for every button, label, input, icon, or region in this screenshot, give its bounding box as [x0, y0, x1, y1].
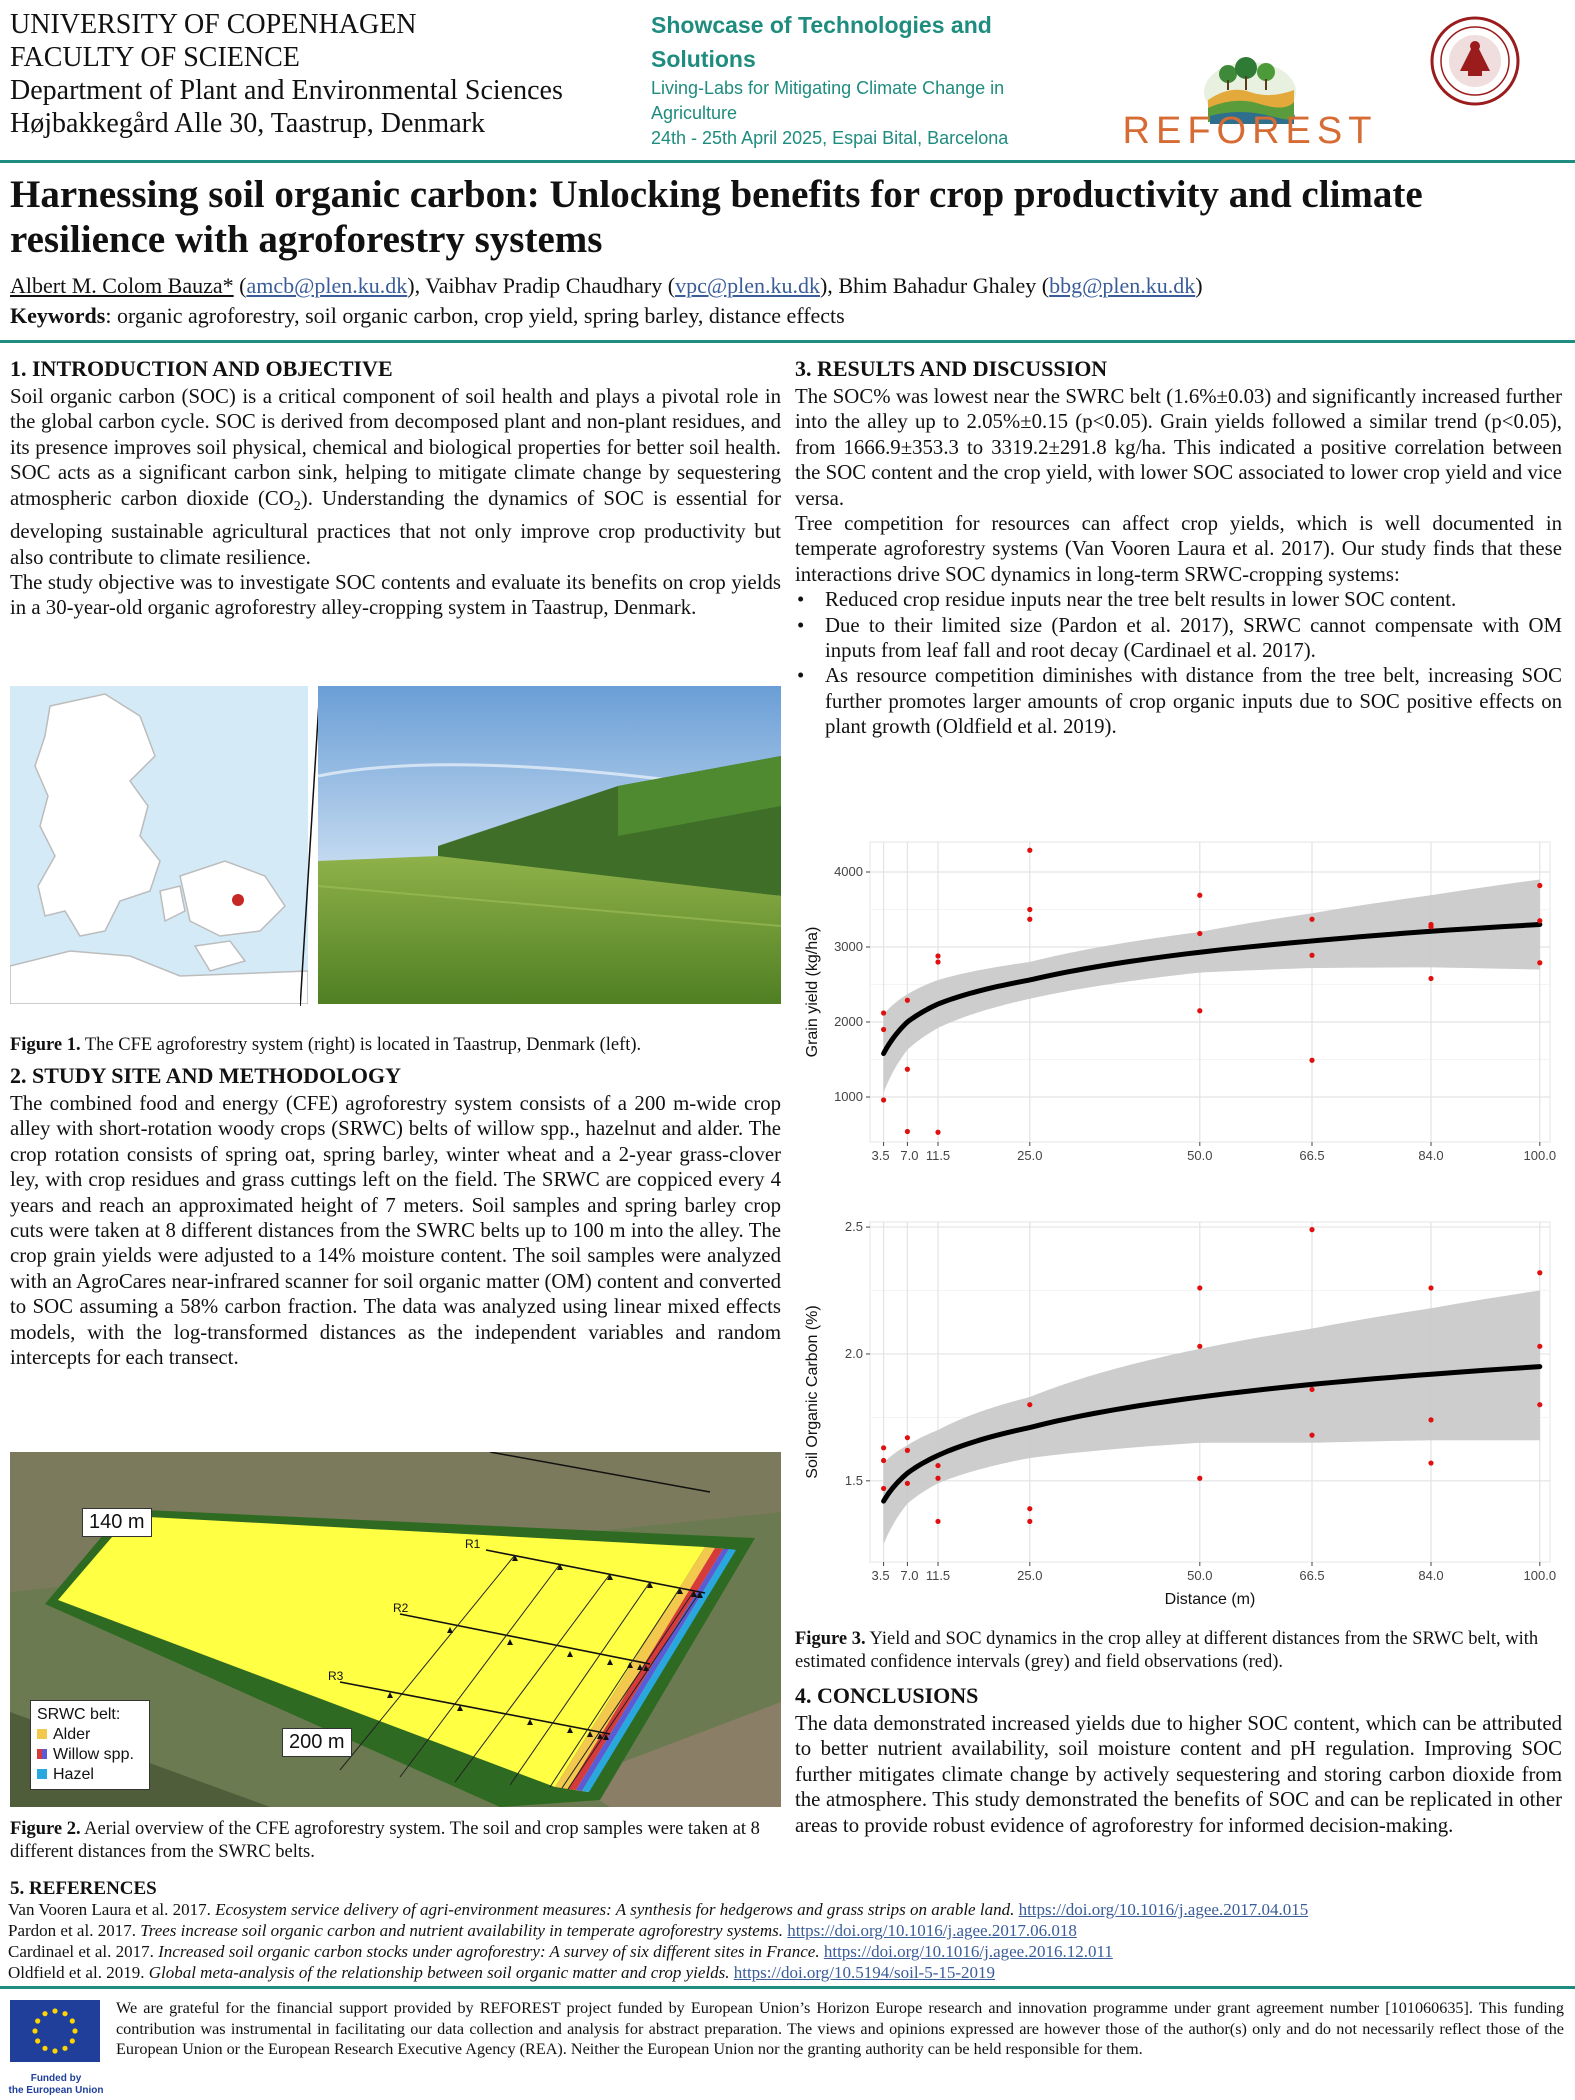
y-tick-label: 3000	[834, 939, 863, 954]
section-4-body: The data demonstrated increased yields due to higher SOC content, which can be attributed to better nutrient availability, soil moisture content and pH regulation. Improving SOC further mitigates climate change by actively sequestering and storing carbon dioxide from the atmosphere. This study demonstrated the benefits of SOC and can be replicated in other areas to provide robust evidence of agroforestry for informed decision-making.	[795, 1712, 1562, 1837]
x-tick-label: 66.5	[1299, 1568, 1325, 1583]
observation-point	[935, 953, 940, 958]
observation-point	[881, 1445, 886, 1450]
keywords-text: : organic agroforestry, soil organic carbon, crop yield, spring barley, distance effects	[105, 303, 845, 328]
eu-star	[52, 2048, 57, 2053]
grain-yield-chart	[795, 824, 1562, 1204]
denmark-map	[10, 686, 308, 1004]
author-3-email[interactable]: bbg@plen.ku.dk	[1049, 273, 1196, 298]
figure-2-caption	[10, 1818, 781, 1864]
intro-text-a: Soil organic carbon (SOC) is a critical component of soil health and plays a pivotal role in the global carbon cycle. SOC is derived from decomposed plant and non-plant residues, and its presence improves soil physical, chemical and biological properties for better soil health. SOC acts as a significant carbon sink, helping to mitigate climate change by sequestering atmospheric carbon dioxide (CO	[10, 385, 781, 510]
co2-subscript: 2	[293, 498, 301, 514]
legend-hazel	[37, 1765, 143, 1785]
faculty-name: FACULTY OF SCIENCE	[10, 42, 300, 73]
section-2-body: The combined food and energy (CFE) agroforestry system consists of a 200 m-wide crop alley with short-rotation woody crops (SRWC) belts of willow spp., hazelnut and alder. The crop rotation consists of spring oat, spring barley, winter wheat and a 2-year grass-clover ley, with crop residues and grass cuttings left on the field. The SRWC are coppiced every 4 years and reach an approximated height of 7 meters. Soil samples and spring barley crop cuts were taken at 8 different distances from the SWRC belts up to 100 m into the alley. The crop grain yields were adjusted to a 14% moisture content. The soil samples were analyzed with an AgroCares near-infrared scanner for soil organic matter (OM) content and converted to SOC assuming a 58% carbon fraction. The data was analyzed using linear mixed effects models, with the log-transformed distances as the independent variables and random intercepts for each transect.	[10, 1092, 781, 1370]
observation-point	[1309, 1227, 1314, 1232]
observation-point	[1537, 1402, 1542, 1407]
observation-point	[1537, 918, 1542, 923]
university-seal	[1430, 16, 1520, 106]
figure-1-text: The CFE agroforestry system (right) is located in Taastrup, Denmark (left).	[80, 1035, 642, 1055]
reference-author: Van Vooren Laura et al. 2017.	[8, 1900, 216, 1919]
x-tick-label: 3.5	[871, 1568, 890, 1583]
x-tick-label: 25.0	[1017, 1148, 1043, 1163]
eu-flag-icon	[8, 1996, 104, 2068]
discussion-bullets	[795, 587, 1562, 739]
intro-text-b: ). Understanding the dynamics of SOC is essential for developing sustainable agricultural practices that not only improve crop productivity but also contribute to climate resilience.	[10, 486, 781, 569]
observation-point	[905, 1129, 910, 1134]
x-tick-label: 3.5	[871, 1148, 890, 1163]
observation-point	[1537, 960, 1542, 965]
reference-item	[8, 1899, 1308, 1920]
observation-point	[881, 1010, 886, 1015]
section-4-heading: 4. CONCLUSIONS	[795, 1683, 979, 1708]
observation-point	[1309, 917, 1314, 922]
affiliation-block	[10, 8, 563, 140]
observation-point	[1197, 893, 1202, 898]
reference-author: Pardon et al. 2017.	[8, 1921, 141, 1940]
srwc-legend	[30, 1700, 150, 1790]
department-name: Department of Plant and Environmental Sciences	[10, 75, 563, 106]
y-tick-label: 2.5	[844, 1219, 863, 1235]
eu-star	[52, 2008, 57, 2013]
bullet-item: • Due to their limited size (Pardon et al. 2017), SRWC cannot compensate with OM inputs from leaf fall and root decay (Cardinael et al. 2017).	[795, 613, 1562, 664]
y-tick-label: 1000	[834, 1089, 863, 1104]
address: Højbakkegård Alle 30, Taastrup, Denmark	[10, 108, 485, 139]
observation-point	[1428, 1460, 1433, 1465]
reference-link[interactable]: https://doi.org/10.1016/j.agee.2017.06.018	[787, 1921, 1077, 1940]
figure-1-caption	[10, 1034, 641, 1057]
figure-3-caption	[795, 1628, 1562, 1674]
eu-star	[35, 2038, 40, 2043]
university-seal-icon	[1430, 16, 1520, 106]
eu-star	[32, 2028, 37, 2033]
y-tick-label: 2.0	[844, 1345, 863, 1361]
title-rule	[0, 340, 1575, 343]
reforest-wordmark: REFOREST	[1122, 110, 1378, 152]
legend-alder	[37, 1725, 143, 1745]
legend-swatch-alder	[37, 1729, 47, 1739]
eu-star	[35, 2018, 40, 2023]
reference-link[interactable]: https://doi.org/10.5194/soil-5-15-2019	[733, 1963, 996, 1982]
x-tick-label: 11.5	[925, 1568, 951, 1583]
keywords-label: Keywords	[10, 303, 106, 328]
observation-point	[1309, 953, 1314, 958]
dimension-140m: 140 m	[82, 1508, 152, 1537]
observation-point	[1428, 1417, 1433, 1422]
observation-point	[1197, 1008, 1202, 1013]
eu-star	[42, 2046, 47, 2051]
reference-title: Trees increase soil organic carbon and nutrient availability in temperate agroforestry systems.	[140, 1921, 783, 1940]
observation-point	[935, 959, 940, 964]
eu-label-line-2: the European Union	[8, 2085, 104, 2096]
eu-label-line-1: Funded by	[30, 2073, 82, 2084]
x-tick-label: 100.0	[1523, 1568, 1557, 1583]
agroforestry-photo	[318, 686, 781, 1004]
objective-paragraph: The study objective was to investigate SOC contents and evaluate its benefits on crop yields in a 30-year-old organic agroforestry alley-cropping system in Taastrup, Denmark.	[10, 571, 781, 620]
intro-paragraph	[10, 384, 781, 570]
observation-point	[1027, 917, 1032, 922]
event-subtitle-2: Agriculture	[651, 103, 738, 123]
section-1-body	[10, 384, 781, 621]
observation-point	[1428, 924, 1433, 929]
observation-point	[881, 1458, 886, 1463]
observation-point	[935, 1130, 940, 1135]
taastrup-marker	[232, 894, 244, 906]
author-1: Albert M. Colom Bauza*	[10, 273, 234, 298]
observation-point	[905, 1481, 910, 1486]
legend-swatch-hazel	[37, 1769, 47, 1779]
poster-title-line-1: Harnessing soil organic carbon: Unlocking benefits for crop productivity and climate	[10, 173, 1423, 216]
observation-point	[905, 998, 910, 1003]
reference-item	[8, 1962, 1308, 1983]
observation-point	[1309, 1058, 1314, 1063]
x-tick-label: 100.0	[1523, 1148, 1557, 1163]
references-list	[8, 1899, 1308, 1983]
eu-star	[62, 2011, 67, 2016]
x-tick-label: 7.0	[900, 1148, 919, 1163]
row-label-r2: R2	[393, 1601, 409, 1615]
reference-link[interactable]: https://doi.org/10.1016/j.agee.2017.04.015	[1018, 1900, 1309, 1919]
observation-point	[905, 1435, 910, 1440]
figure-3-text: Yield and SOC dynamics in the crop alley at different distances from the SRWC belt, with estimated confidence intervals (grey) and field observations (red).	[795, 1629, 1539, 1672]
x-tick-label: 84.0	[1418, 1148, 1444, 1163]
reference-title: Global meta-analysis of the relationship between soil organic matter and crop yields.	[148, 1963, 730, 1982]
observation-point	[881, 1097, 886, 1102]
observation-point	[1537, 1270, 1542, 1275]
eu-star	[70, 2038, 75, 2043]
observation-point	[1027, 848, 1032, 853]
denmark-map-icon	[10, 686, 308, 1004]
x-axis-label: Distance (m)	[1164, 1591, 1256, 1608]
poster-title-line-2: resilience with agroforestry systems	[10, 218, 603, 261]
section-3-heading: 3. RESULTS AND DISCUSSION	[795, 356, 1108, 381]
figure-3-label: Figure 3.	[795, 1629, 866, 1649]
grain-yield-chart-svg	[795, 824, 1562, 1204]
legend-label-willow: Willow spp.	[53, 1746, 134, 1763]
aerial-map	[10, 1452, 781, 1807]
reforest-logo	[1110, 30, 1390, 155]
author-3: Bhim Bahadur Ghaley	[838, 273, 1037, 298]
funding-acknowledgement: We are grateful for the financial support provided by REFOREST project funded by European Union’s Horizon Europe research and innovation programme under grant agreement number [101060635]. This funding contribution was instrumental in facilitating our data collection and analysis for abstract preparation. The views and opinions expressed are however those of the author(s) only and do not necessarily reflect those of the European Union or the European Research Executive Agency (REA). Neither the European Union nor the granting authority can be held responsible for them.	[116, 1999, 1564, 2058]
section-3-body	[795, 384, 1562, 740]
x-tick-label: 66.5	[1299, 1148, 1325, 1163]
observation-point	[935, 1463, 940, 1468]
row-label-r3: R3	[328, 1669, 344, 1683]
author-2: Vaibhav Pradip Chaudhary	[425, 273, 663, 298]
eu-star	[72, 2028, 77, 2033]
eu-star	[42, 2011, 47, 2016]
eu-star	[70, 2018, 75, 2023]
figure-2-text: Aerial overview of the CFE agroforestry system. The soil and crop samples were taken at 8 different distances from the SWRC belts.	[10, 1819, 760, 1862]
observation-point	[881, 1486, 886, 1491]
legend-swatch-willow-blue	[42, 1749, 47, 1759]
y-axis-label: Grain yield (kg/ha)	[804, 926, 821, 1058]
event-date: 24th - 25th April 2025, Espai Bital, Barcelona	[651, 128, 1009, 148]
observation-point	[1537, 1344, 1542, 1349]
section-1-heading: 1. INTRODUCTION AND OBJECTIVE	[10, 356, 393, 381]
observation-point	[1428, 1285, 1433, 1290]
observation-point	[1197, 1285, 1202, 1290]
event-block	[651, 8, 1111, 151]
footer-rule	[0, 1986, 1575, 1989]
x-tick-label: 50.0	[1187, 1148, 1213, 1163]
title-block	[10, 172, 1570, 262]
observation-point	[905, 1067, 910, 1072]
agroforestry-photo-icon	[318, 686, 781, 1004]
event-title-1: Showcase of Technologies and	[651, 12, 992, 38]
keywords-line	[10, 302, 845, 330]
figure-2-label: Figure 2.	[10, 1819, 81, 1839]
x-tick-label: 11.5	[925, 1148, 951, 1163]
observation-point	[1428, 976, 1433, 981]
legend-label-alder: Alder	[53, 1726, 91, 1743]
observation-point	[1027, 907, 1032, 912]
reference-title: Increased soil organic carbon stocks under agroforestry: A survey of six different sites in France.	[158, 1942, 820, 1961]
authors-line: Albert M. Colom Bauza* (amcb@plen.ku.dk), Vaibhav Pradip Chaudhary (vpc@plen.ku.dk), Bhim Bahadur Ghaley (bbg@plen.ku.dk)	[10, 273, 1203, 298]
header-rule	[0, 160, 1575, 163]
x-tick-label: 50.0	[1187, 1568, 1213, 1583]
y-tick-label: 4000	[834, 864, 863, 879]
soc-chart-svg	[795, 1204, 1562, 1624]
section-2-heading: 2. STUDY SITE AND METHODOLOGY	[10, 1063, 401, 1088]
author-1-email[interactable]: amcb@plen.ku.dk	[246, 273, 408, 298]
observation-point	[905, 1448, 910, 1453]
event-subtitle-1: Living-Labs for Mitigating Climate Change in	[651, 78, 1005, 98]
bullet-item: • Reduced crop residue inputs near the tree belt results in lower SOC content.	[795, 587, 1562, 612]
university-name: UNIVERSITY OF COPENHAGEN	[10, 9, 417, 40]
observation-point	[1027, 1506, 1032, 1511]
reference-author: Oldfield et al. 2019.	[8, 1963, 149, 1982]
reference-title: Ecosystem service delivery of agri-environment measures: A synthesis for hedgerows and grass strips on arable land.	[215, 1900, 1015, 1919]
legend-label-hazel: Hazel	[53, 1766, 94, 1783]
row-label-r1: R1	[465, 1537, 481, 1551]
observation-point	[1309, 1387, 1314, 1392]
figure-1-label: Figure 1.	[10, 1035, 81, 1055]
x-tick-label: 25.0	[1017, 1568, 1043, 1583]
y-axis-label: Soil Organic Carbon (%)	[804, 1305, 821, 1479]
observation-point	[1197, 1344, 1202, 1349]
reference-author: Cardinael et al. 2017.	[8, 1942, 159, 1961]
reference-item	[8, 1941, 1308, 1962]
observation-point	[1027, 1519, 1032, 1524]
y-tick-label: 2000	[834, 1014, 863, 1029]
observation-point	[1197, 931, 1202, 936]
legend-title: SRWC belt:	[37, 1706, 121, 1723]
discussion-paragraph: Tree competition for resources can affect crop yields, which is well documented in temperate agroforestry systems (Van Vooren Laura et al. 2017). Our study finds that these interactions drive SOC dynamics in long-term SRWC-cropping systems:	[795, 512, 1562, 586]
reference-item	[8, 1920, 1308, 1941]
x-tick-label: 7.0	[900, 1568, 919, 1583]
dimension-200m: 200 m	[282, 1728, 352, 1757]
results-paragraph: The SOC% was lowest near the SWRC belt (1.6%±0.03) and significantly increased further into the alley up to 2.05%±0.15 (p<0.05). Grain yields followed a similar trend (p<0.05), from 1666.9±353.3 to 3319.2±291.8 kg/ha. This indicated a positive correlation between the SOC content and the crop yield, with lower SOC associated to lower crop yield and vice versa.	[795, 385, 1562, 510]
observation-point	[881, 1027, 886, 1032]
soc-chart	[795, 1204, 1562, 1624]
author-2-email[interactable]: vpc@plen.ku.dk	[675, 273, 820, 298]
event-title-2: Solutions	[651, 46, 756, 72]
y-tick-label: 1.5	[844, 1472, 863, 1488]
bullet-item: • As resource competition diminishes with distance from the tree belt, increasing SOC further promotes larger amounts of crop organic inputs due to SOC positive effects on plant growth (Oldfield et al. 2019).	[795, 663, 1562, 739]
legend-willow	[37, 1745, 143, 1765]
observation-point	[1197, 1476, 1202, 1481]
observation-point	[1309, 1433, 1314, 1438]
observation-point	[1027, 1402, 1032, 1407]
eu-funded-label	[8, 2073, 104, 2097]
observation-point	[935, 1476, 940, 1481]
reference-link[interactable]: https://doi.org/10.1016/j.agee.2016.12.011	[823, 1942, 1113, 1961]
x-tick-label: 84.0	[1418, 1568, 1444, 1583]
observation-point	[935, 1519, 940, 1524]
references-heading: 5. REFERENCES	[10, 1878, 157, 1899]
observation-point	[1537, 883, 1542, 888]
eu-star	[62, 2046, 67, 2051]
eu-funding-logo	[8, 1996, 104, 2096]
